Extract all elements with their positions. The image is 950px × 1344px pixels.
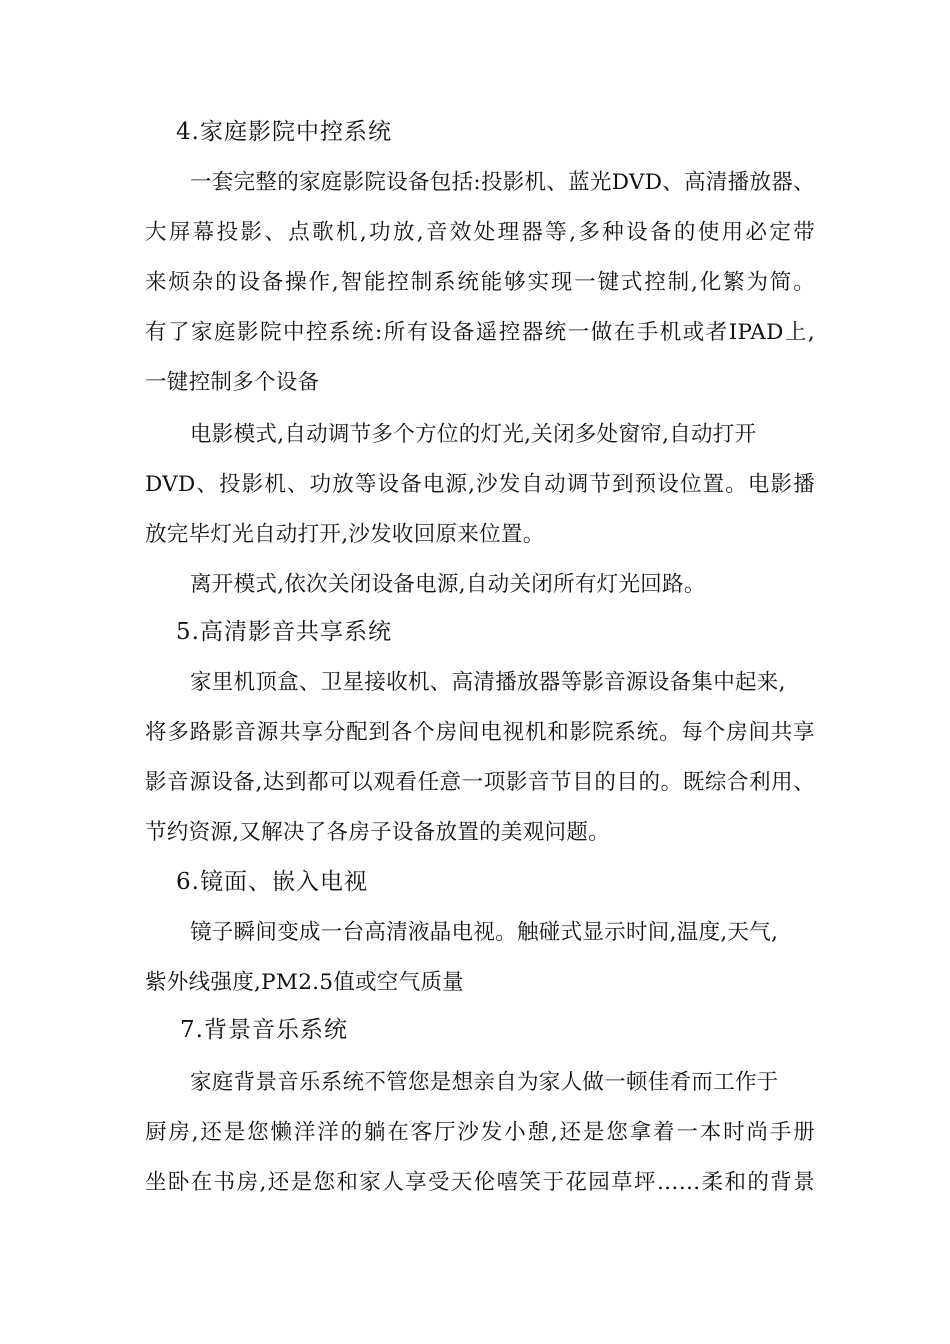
paragraph-line: 影音源设备,达到都可以观看任意一项影音节目的目的。既综合利用、 <box>145 770 815 795</box>
section-heading-4: 4.家庭影院中控系统 <box>176 119 392 145</box>
paragraph-line: 紫外线强度,PM2.5值或空气质量 <box>145 970 465 995</box>
paragraph-line: 镜子瞬间变成一台高清液晶电视。触碰式显示时间,温度,天气, <box>190 920 779 945</box>
paragraph-line: 有了家庭影院中控系统:所有设备遥控器统一做在手机或者IPAD上, <box>145 320 815 345</box>
paragraph-line: 电影模式,自动调节多个方位的灯光,关闭多处窗帘,自动打开 <box>190 422 757 447</box>
paragraph-line: 家庭背景音乐系统不管您是想亲自为家人做一顿佳肴而工作于 <box>190 1070 779 1095</box>
paragraph-line: DVD、投影机、功放等设备电源,沙发自动调节到预设位置。电影播 <box>145 472 815 497</box>
paragraph-line: 厨房,还是您懒洋洋的躺在客厅沙发小憩,还是您拿着一本时尚手册 <box>145 1120 815 1145</box>
paragraph-line: 放完毕灯光自动打开,沙发收回原来位置。 <box>145 522 545 547</box>
paragraph-line: 离开模式,依次关闭设备电源,自动关闭所有灯光回路。 <box>190 572 706 597</box>
section-heading-6: 6.镜面、嵌入电视 <box>176 869 368 895</box>
paragraph-line: 坐卧在书房,还是您和家人享受天伦嘻笑于花园草坪……柔和的背景 <box>145 1170 815 1195</box>
paragraph-line: 家里机顶盒、卫星接收机、高清播放器等影音源设备集中起来, <box>190 670 786 695</box>
paragraph-line: 一键控制多个设备 <box>145 370 320 395</box>
section-heading-5: 5.高清影音共享系统 <box>176 619 392 645</box>
section-heading-7: 7.背景音乐系统 <box>180 1017 348 1043</box>
paragraph-line: 来烦杂的设备操作,智能控制系统能够实现一键式控制,化繁为简。 <box>145 270 815 295</box>
paragraph-line: 一套完整的家庭影院设备包括:投影机、蓝光DVD、高清播放器、 <box>190 170 815 195</box>
paragraph-line: 大屏幕投影、点歌机,功放,音效处理器等,多种设备的使用必定带 <box>145 220 815 245</box>
paragraph-line: 节约资源,又解决了各房子设备放置的美观问题。 <box>145 820 610 845</box>
paragraph-line: 将多路影音源共享分配到各个房间电视机和影院系统。每个房间共享 <box>145 720 815 745</box>
